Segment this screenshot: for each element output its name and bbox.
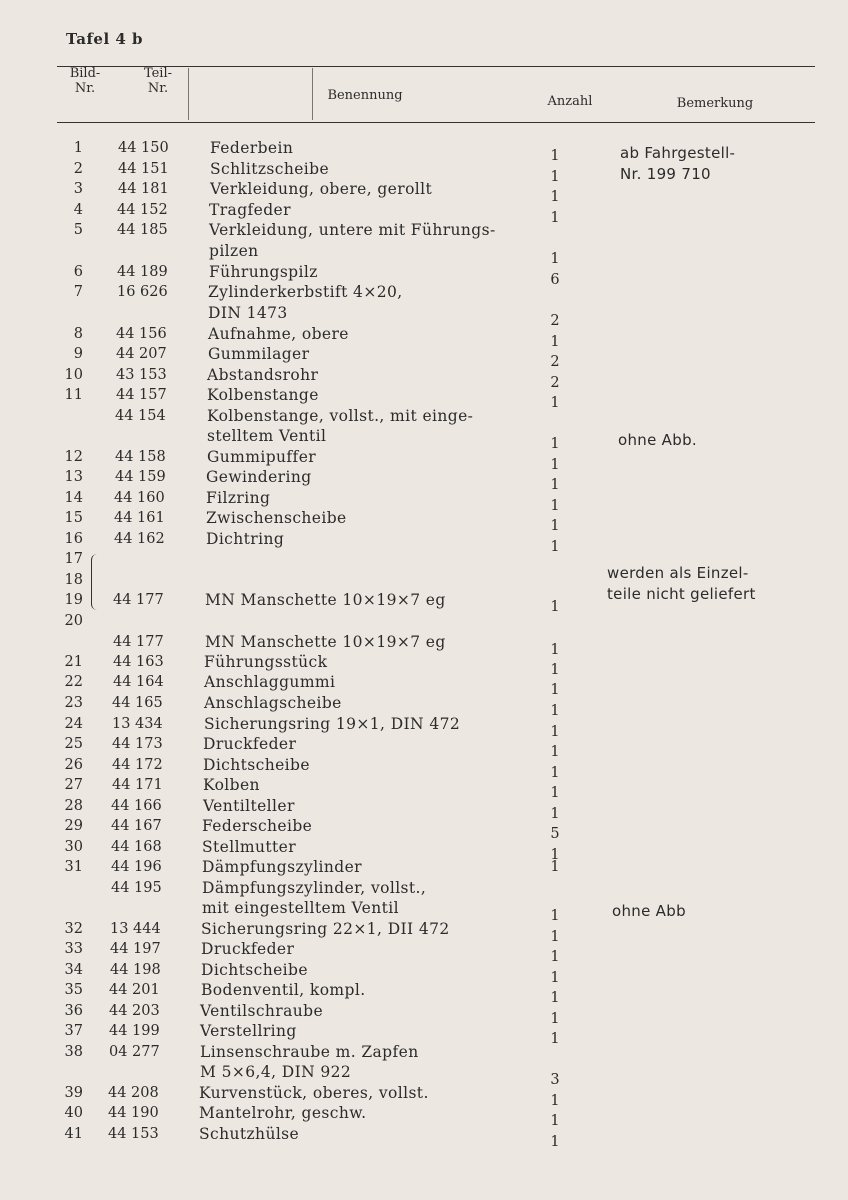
table-row [0,672,848,698]
table-row [0,898,848,924]
table-row [0,693,848,719]
benennung-cell: Gummilager [208,345,310,363]
bild-nr-cell: 21 [64,654,83,670]
remark-fahrgestell: ab Fahrgestell- Nr. 199 710 [620,144,736,183]
bild-nr-cell: 18 [64,572,83,588]
header-benennung: Benennung [327,88,403,103]
table-row [0,447,848,473]
group-brace [91,554,100,610]
anzahl-cell: 1 [550,765,560,781]
benennung-cell: Sicherungsring 19×1, DIN 472 [204,715,461,733]
benennung-cell: Stellmutter [202,838,297,856]
remark-ohne-abb-1: ohne Abb. [618,431,697,449]
table-row [0,303,848,329]
bild-nr-cell: 16 [64,531,83,547]
table-row [0,426,848,452]
anzahl-cell: 2 [550,354,560,370]
table-row [0,796,848,822]
benennung-cell: Mantelrohr, geschw. [199,1104,367,1122]
teil-nr-cell: 44 185 [117,222,168,238]
bild-nr-cell: 15 [64,510,83,526]
anzahl-cell: 1 [550,518,560,534]
bild-nr-cell: 22 [64,674,83,690]
header-bottom-rule [57,122,815,123]
column-separator [188,68,189,120]
benennung-cell: Gummipuffer [207,448,317,466]
benennung-cell: Verkleidung, untere mit Führungs- [209,221,496,239]
teil-nr-cell: 44 196 [111,859,162,875]
teil-nr-cell: 44 164 [113,674,164,690]
benennung-cell: Ventilteller [203,797,295,815]
table-row [0,529,848,555]
anzahl-cell: 1 [550,599,560,615]
benennung-cell: Dichtring [206,530,285,548]
bild-nr-cell: 1 [73,140,83,156]
teil-nr-cell: 13 434 [112,716,163,732]
bild-nr-cell: 26 [64,757,83,773]
benennung-cell: Kolbenstange, vollst., mit einge- [207,407,474,425]
benennung-cell: Filzring [206,489,271,507]
anzahl-cell: 1 [550,744,560,760]
teil-nr-cell: 16 626 [117,284,168,300]
benennung-cell: stelltem Ventil [207,427,327,445]
anzahl-cell: 1 [550,334,560,350]
teil-nr-cell: 44 157 [116,387,167,403]
benennung-cell: Schlitzscheibe [210,160,330,178]
bild-nr-cell: 35 [64,982,83,998]
anzahl-cell: 2 [550,375,560,391]
teil-nr-cell: 44 190 [108,1105,159,1121]
table-row [0,919,848,945]
table-row [0,980,848,1006]
benennung-cell: MN Manschette 10×19×7 eg [205,633,446,651]
page-title: Tafel 4 b [66,30,144,48]
teil-nr-cell: 44 195 [111,880,162,896]
anzahl-cell: 1 [550,1134,560,1150]
header-bild-nr: Bild- Nr. [69,66,101,96]
benennung-cell: DIN 1473 [208,304,288,322]
benennung-cell: Gewindering [206,468,312,486]
bild-nr-cell: 37 [64,1023,83,1039]
teil-nr-cell: 04 277 [109,1044,160,1060]
bild-nr-cell: 27 [64,777,83,793]
table-row [0,837,848,863]
bild-nr-cell: 34 [64,962,83,978]
anzahl-cell: 1 [550,859,560,875]
teil-nr-cell: 44 173 [112,736,163,752]
teil-nr-cell: 44 207 [116,346,167,362]
anzahl-cell: 1 [550,251,560,267]
table-row [0,262,848,288]
bild-nr-cell: 20 [64,613,83,629]
bild-nr-cell: 8 [73,326,83,342]
table-row [0,734,848,760]
header-teil-nr: Teil- Nr. [143,66,173,96]
table-row [0,220,848,240]
benennung-cell: M 5×6,4, DIN 922 [200,1063,352,1081]
header-bemerkung: Bemerkung [676,96,754,111]
benennung-cell: Dichtscheibe [201,961,308,979]
table-row [0,611,848,631]
benennung-cell: Kolben [203,776,260,794]
teil-nr-cell: 44 152 [117,202,168,218]
table-row [0,878,848,898]
bild-nr-cell: 9 [73,346,83,362]
benennung-cell: Zwischenscheibe [206,509,347,527]
anzahl-cell: 1 [550,477,560,493]
anzahl-cell: 1 [550,436,560,452]
bild-nr-cell: 32 [64,921,83,937]
benennung-cell: Anschlaggummi [204,673,336,691]
benennung-cell: Tragfeder [209,201,291,219]
teil-nr-cell: 44 172 [112,757,163,773]
teil-nr-cell: 44 158 [115,449,166,465]
anzahl-cell: 1 [550,806,560,822]
bild-nr-cell: 38 [64,1044,83,1060]
teil-nr-cell: 44 189 [117,264,168,280]
anzahl-cell: 1 [550,1031,560,1047]
benennung-cell: mit eingestelltem Ventil [202,899,399,917]
benennung-cell: Anschlagscheibe [204,694,342,712]
teil-nr-cell: 44 197 [110,941,161,957]
table-row [0,508,848,534]
benennung-cell: Führungspilz [209,263,318,281]
benennung-cell: Dämpfungszylinder, vollst., [202,879,427,897]
anzahl-cell: 1 [550,990,560,1006]
benennung-cell: Druckfeder [203,735,297,753]
table-row [0,1062,848,1088]
benennung-cell: Dichtscheibe [203,756,310,774]
benennung-cell: pilzen [209,242,259,260]
table-row [0,241,848,267]
anzahl-cell: 1 [550,642,560,658]
bild-nr-cell: 13 [64,469,83,485]
table-row [0,939,848,965]
anzahl-cell: 1 [550,498,560,514]
anzahl-cell: 1 [550,847,560,863]
teil-nr-cell: 13 444 [110,921,161,937]
table-row [0,714,848,740]
bild-nr-cell: 23 [64,695,83,711]
benennung-cell: Sicherungsring 22×1, DII 472 [201,920,450,938]
teil-nr-cell: 44 154 [115,408,166,424]
bild-nr-cell: 4 [73,202,83,218]
benennung-cell: Federbein [210,139,294,157]
teil-nr-cell: 44 208 [108,1085,159,1101]
teil-nr-cell: 44 153 [108,1126,159,1142]
benennung-cell: Druckfeder [201,940,295,958]
bild-nr-cell: 11 [64,387,83,403]
table-row [0,775,848,801]
teil-nr-cell: 44 203 [109,1003,160,1019]
table-row [0,857,848,877]
benennung-cell: Abstandsrohr [207,366,319,384]
table-row [0,324,848,350]
bild-nr-cell: 19 [64,592,83,608]
table-row [0,632,848,658]
teil-nr-cell: 44 181 [118,181,169,197]
bild-nr-cell: 3 [73,181,83,197]
anzahl-cell: 1 [550,539,560,555]
bild-nr-cell: 6 [73,264,83,280]
benennung-cell: Dämpfungszylinder [202,858,362,876]
teil-nr-cell: 44 162 [114,531,165,547]
teil-nr-cell: 44 159 [115,469,166,485]
benennung-cell: Aufnahme, obere [208,325,349,343]
table-row [0,1083,848,1109]
table-row [0,1124,848,1150]
teil-nr-cell: 44 177 [113,592,164,608]
table-row [0,1103,848,1129]
anzahl-cell: 1 [550,210,560,226]
benennung-cell: Zylinderkerbstift 4×20, [208,283,403,301]
bild-nr-cell: 17 [64,551,83,567]
teil-nr-cell: 44 161 [114,510,165,526]
table-row [0,960,848,986]
table-row [0,1042,848,1062]
benennung-cell: Kurvenstück, oberes, vollst. [199,1084,429,1102]
bild-nr-cell: 14 [64,490,83,506]
bild-nr-cell: 5 [73,222,83,238]
bild-nr-cell: 41 [64,1126,83,1142]
remark-einzelteile: werden als Einzel- teile nicht geliefert [607,564,756,603]
anzahl-cell: 5 [550,826,560,842]
anzahl-cell: 1 [550,189,560,205]
anzahl-cell: 1 [550,148,560,164]
anzahl-cell: 1 [550,1011,560,1027]
anzahl-cell: 1 [550,785,560,801]
teil-nr-cell: 44 156 [116,326,167,342]
benennung-cell: Linsenschraube m. Zapfen [200,1043,419,1061]
benennung-cell: Verkleidung, obere, gerollt [210,180,433,198]
benennung-cell: Bodenventil, kompl. [201,981,366,999]
anzahl-cell: 1 [550,682,560,698]
benennung-cell: Federscheibe [202,817,313,835]
teil-nr-cell: 44 201 [109,982,160,998]
anzahl-cell: 1 [550,908,560,924]
table-row [0,488,848,514]
header-anzahl: Anzahl [547,94,593,109]
benennung-cell: Schutzhülse [199,1125,300,1143]
anzahl-cell: 1 [550,457,560,473]
table-row [0,282,848,302]
teil-nr-cell: 44 166 [111,798,162,814]
anzahl-cell: 1 [550,1093,560,1109]
teil-nr-cell: 44 150 [118,140,169,156]
bild-nr-cell: 25 [64,736,83,752]
anzahl-cell: 1 [550,970,560,986]
table-row [0,816,848,842]
table-row [0,1001,848,1027]
anzahl-cell: 1 [550,1113,560,1129]
teil-nr-cell: 43 153 [116,367,167,383]
bild-nr-cell: 24 [64,716,83,732]
anzahl-cell: 3 [550,1072,560,1088]
benennung-cell: Kolbenstange [207,386,319,404]
table-row [0,652,848,678]
anzahl-cell: 1 [550,169,560,185]
table-row [0,467,848,493]
bild-nr-cell: 39 [64,1085,83,1101]
table-row [0,200,848,226]
benennung-cell: Verstellring [200,1022,297,1040]
bild-nr-cell: 28 [64,798,83,814]
teil-nr-cell: 44 177 [113,634,164,650]
bild-nr-cell: 10 [64,367,83,383]
table-row [0,344,848,370]
bild-nr-cell: 30 [64,839,83,855]
table-row [0,1021,848,1047]
table-row [0,365,848,391]
bild-nr-cell: 2 [73,161,83,177]
bild-nr-cell: 33 [64,941,83,957]
teil-nr-cell: 44 167 [111,818,162,834]
teil-nr-cell: 44 163 [113,654,164,670]
table-row [0,385,848,411]
bild-nr-cell: 40 [64,1105,83,1121]
anzahl-cell: 1 [550,949,560,965]
bild-nr-cell: 29 [64,818,83,834]
teil-nr-cell: 44 171 [112,777,163,793]
bild-nr-cell: 36 [64,1003,83,1019]
anzahl-cell: 1 [550,929,560,945]
bild-nr-cell: 12 [64,449,83,465]
bild-nr-cell: 31 [64,859,83,875]
teil-nr-cell: 44 165 [112,695,163,711]
remark-ohne-abb-2: ohne Abb [612,902,686,920]
anzahl-cell: 2 [550,313,560,329]
benennung-cell: MN Manschette 10×19×7 eg [205,591,446,609]
bild-nr-cell: 7 [73,284,83,300]
anzahl-cell: 1 [550,724,560,740]
benennung-cell: Ventilschraube [200,1002,324,1020]
teil-nr-cell: 44 198 [110,962,161,978]
anzahl-cell: 6 [550,272,560,288]
teil-nr-cell: 44 151 [118,161,169,177]
teil-nr-cell: 44 168 [111,839,162,855]
benennung-cell: Führungsstück [204,653,328,671]
anzahl-cell: 1 [550,395,560,411]
anzahl-cell: 1 [550,662,560,678]
teil-nr-cell: 44 199 [109,1023,160,1039]
table-row [0,755,848,781]
table-row [0,406,848,426]
teil-nr-cell: 44 160 [114,490,165,506]
anzahl-cell: 1 [550,703,560,719]
